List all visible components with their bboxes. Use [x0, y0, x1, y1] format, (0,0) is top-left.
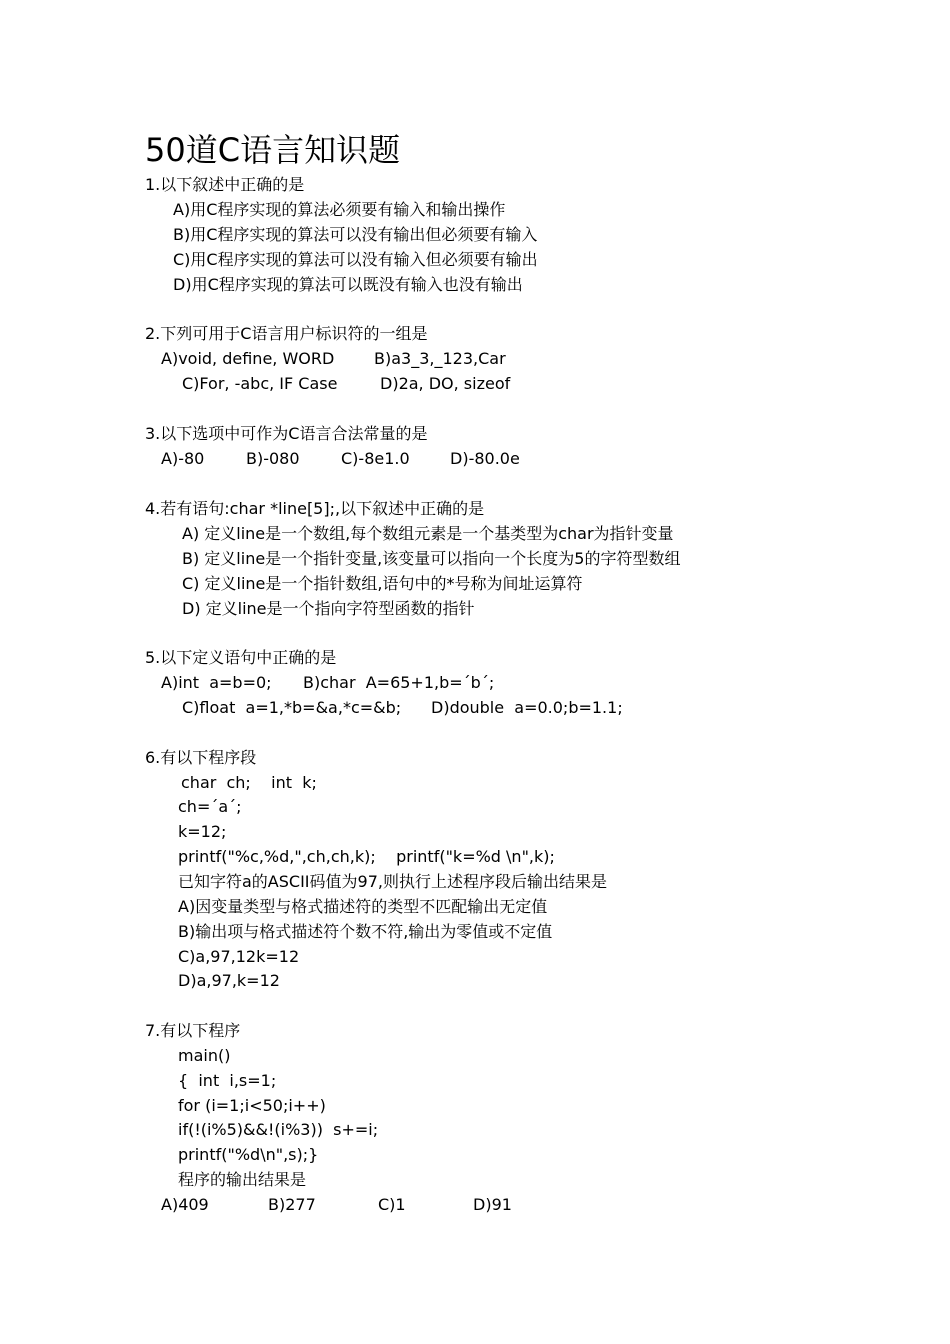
question-5-stem: 5.以下定义语句中正确的是: [145, 648, 337, 667]
question-2-stem: 2.下列可用于C语言用户标识符的一组是: [145, 324, 428, 343]
question-6-code-line: k=12;: [178, 822, 227, 841]
question-1-option-c: C)用C程序实现的算法可以没有输入但必须要有输出: [173, 250, 538, 269]
question-5-option-b: B)char A=65+1,b=´b´;: [303, 673, 495, 692]
question-7-option-d: D)91: [473, 1195, 512, 1214]
question-7-code-line: printf("%d\n",s);}: [178, 1145, 319, 1164]
question-7-note: 程序的输出结果是: [178, 1170, 307, 1189]
question-7-code-line: for (i=1;i<50;i++): [178, 1096, 326, 1115]
question-2-option-a: A)void, define, WORD: [161, 349, 335, 368]
question-3-option-b: B)-080: [246, 449, 300, 468]
question-4-option-c: C) 定义line是一个指针数组,语句中的*号称为间址运算符: [182, 574, 583, 593]
question-5-option-c: C)float a=1,*b=&a,*c=&b;: [182, 698, 402, 717]
question-7-code-line: if(!(i%5)&&!(i%3)) s+=i;: [178, 1120, 379, 1139]
question-3-option-a: A)-80: [161, 449, 205, 468]
question-7-code-line: main(): [178, 1046, 231, 1065]
question-3-option-d: D)-80.0e: [450, 449, 520, 468]
question-1-stem: 1.以下叙述中正确的是: [145, 175, 305, 194]
question-6-code-line: ch=´a´;: [178, 797, 242, 816]
question-1-option-a: A)用C程序实现的算法必须要有输入和输出操作: [173, 200, 506, 219]
document-title: 50道C语言知识题: [145, 131, 401, 169]
question-6-option-c: C)a,97,12k=12: [178, 947, 300, 966]
question-6-option-a: A)因变量类型与格式描述符的类型不匹配输出无定值: [178, 897, 548, 916]
question-7-stem: 7.有以下程序: [145, 1021, 241, 1040]
question-4-option-d: D) 定义line是一个指向字符型函数的指针: [182, 599, 475, 618]
question-3-stem: 3.以下选项中可作为C语言合法常量的是: [145, 424, 428, 443]
question-1-option-d: D)用C程序实现的算法可以既没有输入也没有输出: [173, 275, 523, 294]
question-4-option-b: B) 定义line是一个指针变量,该变量可以指向一个长度为5的字符型数组: [182, 549, 681, 568]
question-5-option-a: A)int a=b=0;: [161, 673, 272, 692]
question-4-stem: 4.若有语句:char *line[5];,以下叙述中正确的是: [145, 499, 485, 518]
question-6-option-d: D)a,97,k=12: [178, 971, 280, 990]
question-6-code-line: printf("%c,%d,",ch,ch,k); printf("k=%d \n",k);: [178, 847, 555, 866]
question-6-code-line: char ch; int k;: [181, 773, 317, 792]
question-7-option-a: A)409: [161, 1195, 209, 1214]
question-6-stem: 6.有以下程序段: [145, 748, 257, 767]
question-5-option-d: D)double a=0.0;b=1.1;: [431, 698, 623, 717]
question-3-option-c: C)-8e1.0: [341, 449, 410, 468]
question-7-code-line: { int i,s=1;: [178, 1071, 277, 1090]
question-7-option-c: C)1: [378, 1195, 406, 1214]
question-7-option-b: B)277: [268, 1195, 316, 1214]
question-2-option-c: C)For, -abc, IF Case: [182, 374, 338, 393]
question-2-option-d: D)2a, DO, sizeof: [380, 374, 511, 393]
question-1-option-b: B)用C程序实现的算法可以没有输出但必须要有输入: [173, 225, 538, 244]
question-2-option-b: B)a3_3,_123,Car: [374, 349, 506, 368]
question-6-note: 已知字符a的ASCII码值为97,则执行上述程序段后输出结果是: [178, 872, 607, 891]
question-4-option-a: A) 定义line是一个数组,每个数组元素是一个基类型为char为指针变量: [182, 524, 674, 543]
question-6-option-b: B)输出项与格式描述符个数不符,输出为零值或不定值: [178, 922, 553, 941]
